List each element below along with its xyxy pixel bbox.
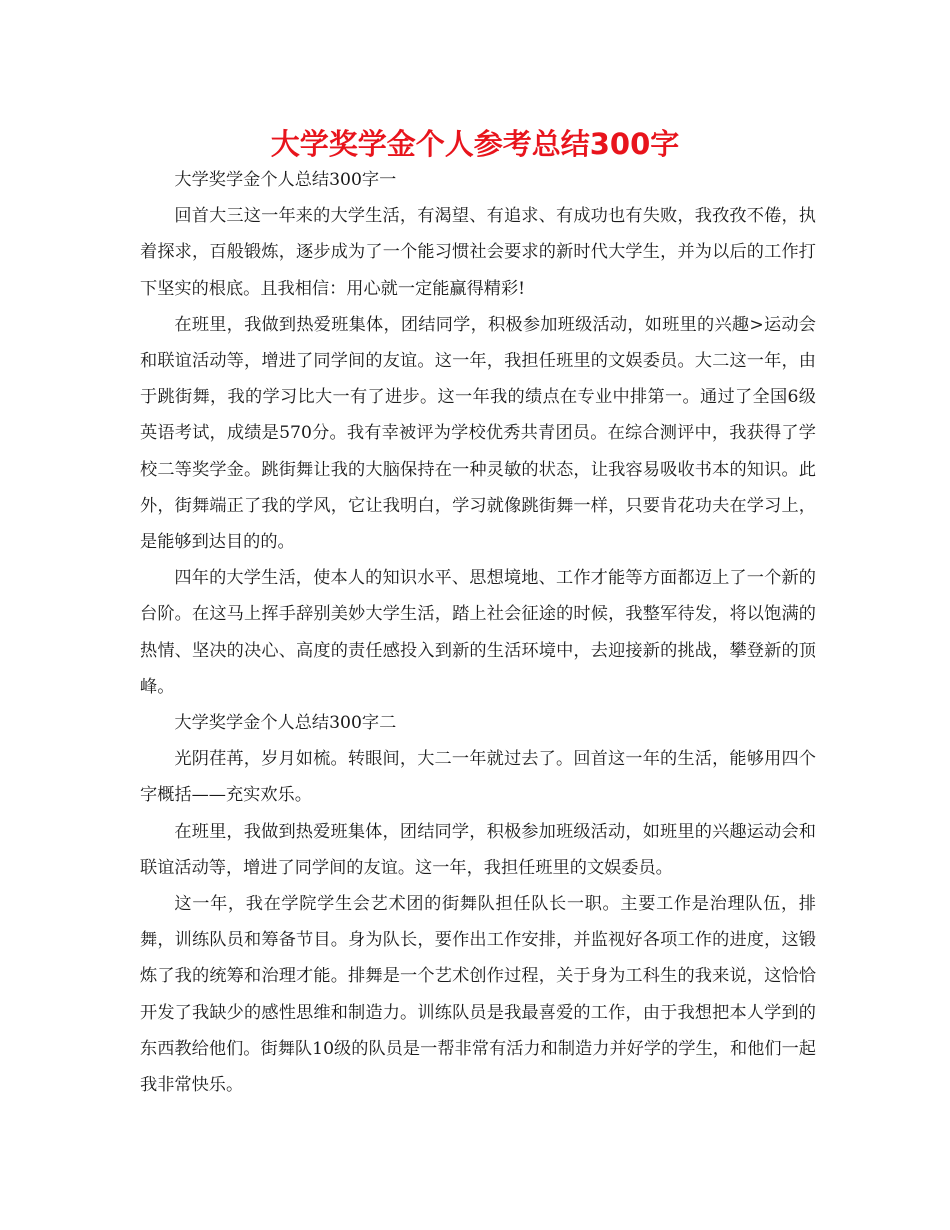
document-title: 大学奖学金个人参考总结300字 (270, 127, 680, 161)
section-heading-2: 大学奖学金个人总结300字二 (174, 713, 397, 734)
section-heading-1: 大学奖学金个人总结300字一 (174, 170, 397, 190)
paragraph: 光阴荏苒，岁月如梳。转眼间，大二一年就过去了。回首这一年的生活，能够用四个字概括——充实欢乐。 (140, 749, 816, 806)
document-body (140, 162, 816, 1103)
paragraph: 回首大三这一年来的大学生活，有渴望、有追求、有成功也有失败，我孜孜不倦，执着探求，百般锻炼，逐步成为了一个能习惯社会要求的新时代大学生，并为以后的工作打下坚实的根底。且我相信：用心就一定能赢得精彩! (140, 206, 816, 299)
paragraph: 四年的大学生活，使本人的知识水平、思想境地、工作才能等方面都迈上了一个新的台阶。在这马上挥手辞别美妙大学生活，踏上社会征途的时候，我整军待发，将以饱满的热情、坚决的决心、高度的责任感投入到新的生活环境中，去迎接新的挑战，攀登新的顶峰。 (140, 568, 816, 697)
paragraph: 这一年，我在学院学生会艺术团的街舞队担任队长一职。主要工作是治理队伍，排舞，训练队员和筹备节目。身为队长，要作出工作安排，并监视好各项工作的进度，这锻炼了我的统筹和治理才能。排舞是一个艺术创作过程，关于身为工科生的我来说，这恰恰开发了我缺少的感性思维和制造力。训练队员是我最喜爱的工作，由于我想把本人学到的东西教给他们。街舞队10级的队员是一帮非常有活力和制造力并好学的学生，和他们一起我非常快乐。 (140, 894, 816, 1096)
paragraph: 在班里，我做到热爱班集体，团结同学，积极参加班级活动，如班里的兴趣运动会和联谊活动等，增进了同学间的友谊。这一年，我担任班里的文娱委员。 (140, 821, 816, 878)
paragraph: 在班里，我做到热爱班集体，团结同学，积极参加班级活动，如班里的兴趣>运动会和联谊活动等，增进了同学间的友谊。这一年，我担任班里的文娱委员。大二这一年，由于跳街舞，我的学习比大一有了进步。这一年我的绩点在专业中排第一。通过了全国6级英语考试，成绩是570分。我有幸被评为学校优秀共青团员。在综合测评中，我获得了学校二等奖学金。跳街舞让我的大脑保持在一种灵敏的状态，让我容易吸收书本的知识。此外，街舞端正了我的学风，它让我明白，学习就像跳街舞一样，只要肯花功夫在学习上，是能够到达目的的。 (140, 314, 816, 553)
